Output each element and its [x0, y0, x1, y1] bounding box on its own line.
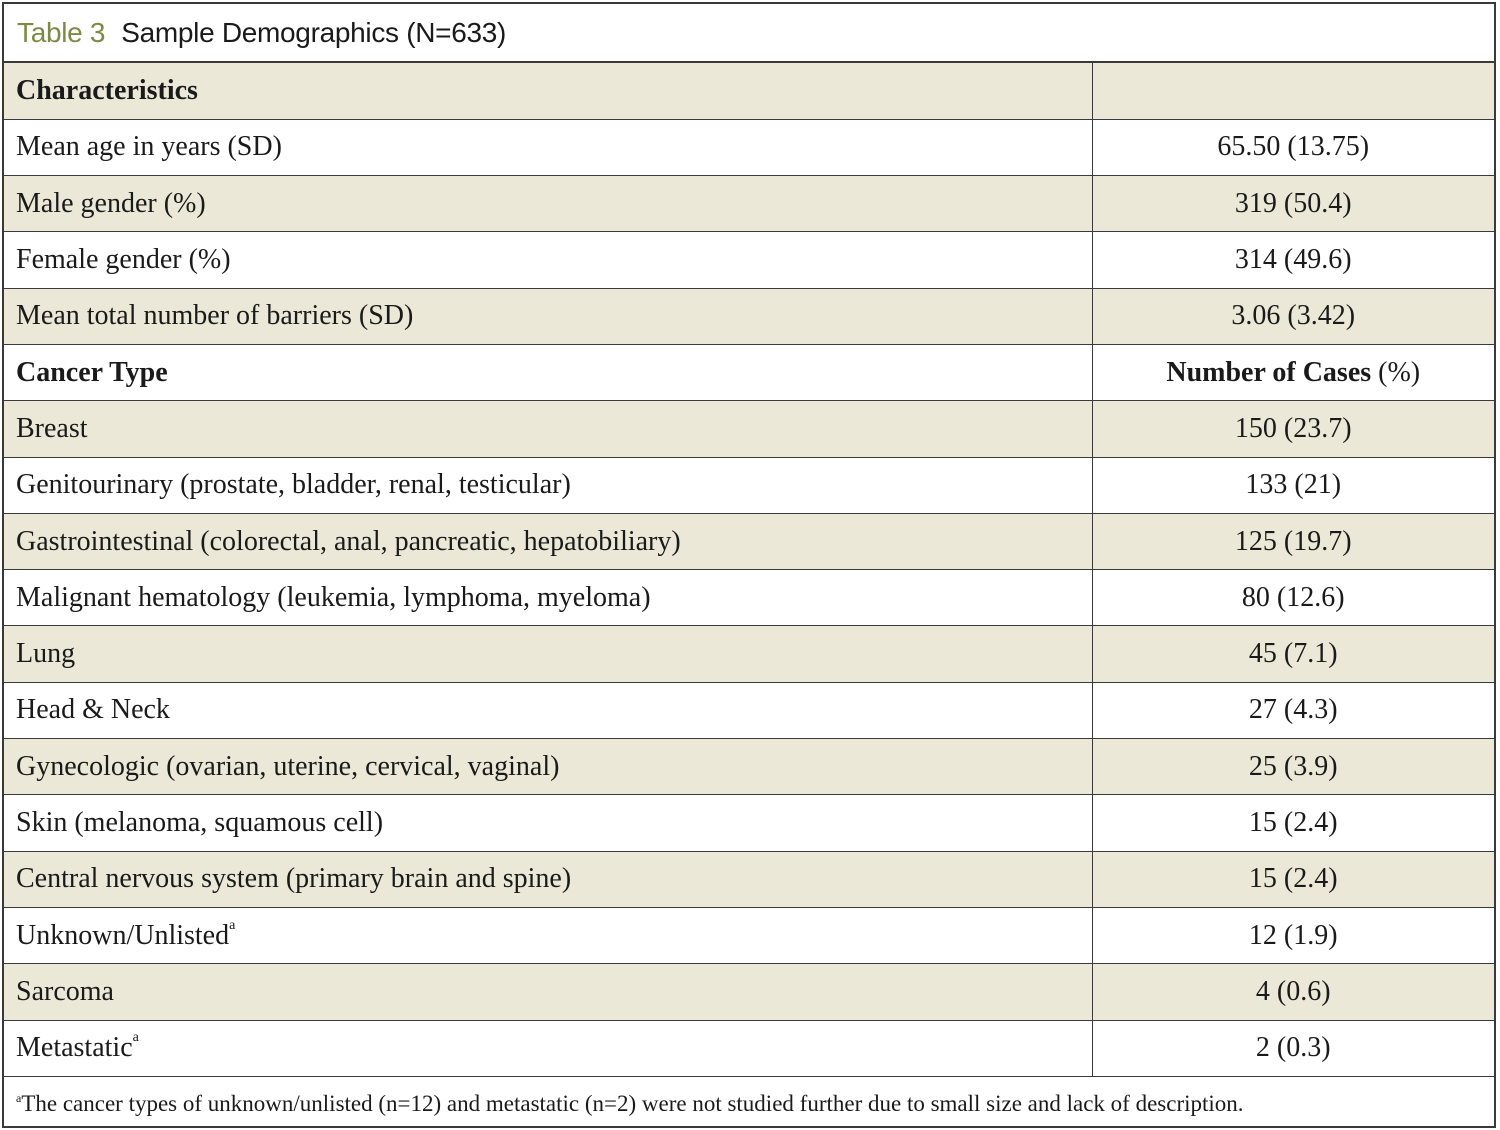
row-value: 12 (1.9)	[1092, 907, 1494, 963]
row-value: 15 (2.4)	[1092, 795, 1494, 851]
row-value: 25 (3.9)	[1092, 739, 1494, 795]
row-label: Malignant hematology (leukemia, lymphoma, myeloma)	[4, 570, 1092, 626]
row-label-text: Metastatic	[16, 1032, 133, 1064]
footnote-marker: a	[229, 917, 236, 933]
row-label: Mean total number of barriers (SD)	[4, 288, 1092, 344]
header-row-characteristics	[4, 63, 1494, 119]
table-caption	[4, 4, 1494, 63]
row-value: 319 (50.4)	[1092, 176, 1494, 232]
table-row	[4, 907, 1494, 963]
header-value-cell	[1092, 63, 1494, 119]
footnote-text: The cancer types of unknown/unlisted (n=12) and metastatic (n=2) were not studied further due to small size and lack of description.	[21, 1090, 1244, 1116]
value-header-unit: (%)	[1378, 356, 1421, 388]
header-cell: Characteristics	[4, 63, 1092, 119]
row-label: Gynecologic (ovarian, uterine, cervical, vaginal)	[4, 739, 1092, 795]
row-value: 125 (19.7)	[1092, 513, 1494, 569]
table-row	[4, 626, 1494, 682]
row-label: Mean age in years (SD)	[4, 119, 1092, 175]
table-row	[4, 570, 1494, 626]
footnote-marker: a	[16, 1090, 22, 1105]
row-label-text: Unknown/Unlisted	[16, 919, 230, 951]
row-value: 15 (2.4)	[1092, 851, 1494, 907]
row-value: 133 (21)	[1092, 457, 1494, 513]
row-value: 4 (0.6)	[1092, 964, 1494, 1020]
row-value: 80 (12.6)	[1092, 570, 1494, 626]
table-row	[4, 851, 1494, 907]
row-label	[4, 1020, 1092, 1076]
table-row	[4, 401, 1494, 457]
row-label: Head & Neck	[4, 682, 1092, 738]
table-row	[4, 288, 1494, 344]
table-row	[4, 795, 1494, 851]
row-label: Central nervous system (primary brain and spine)	[4, 851, 1092, 907]
table-row	[4, 739, 1494, 795]
table-row	[4, 176, 1494, 232]
value-header: Number of Cases	[1166, 356, 1372, 388]
table-number: Table 3	[17, 16, 106, 48]
row-value: 150 (23.7)	[1092, 401, 1494, 457]
footnote-marker: a	[132, 1030, 139, 1046]
row-value: 65.50 (13.75)	[1092, 119, 1494, 175]
row-label: Male gender (%)	[4, 176, 1092, 232]
header-value-cell	[1092, 344, 1494, 400]
table-title: Sample Demographics (N=633)	[121, 16, 507, 48]
table-row	[4, 457, 1494, 513]
table-row	[4, 682, 1494, 738]
table-row	[4, 964, 1494, 1020]
row-label: Skin (melanoma, squamous cell)	[4, 795, 1092, 851]
row-value: 2 (0.3)	[1092, 1020, 1494, 1076]
table-row	[4, 232, 1494, 288]
table-row	[4, 1020, 1494, 1076]
table-row	[4, 513, 1494, 569]
table-row	[4, 119, 1494, 175]
header-cell: Cancer Type	[4, 344, 1092, 400]
row-label: Female gender (%)	[4, 232, 1092, 288]
row-value: 314 (49.6)	[1092, 232, 1494, 288]
row-label	[4, 907, 1092, 963]
row-label: Sarcoma	[4, 964, 1092, 1020]
row-value: 45 (7.1)	[1092, 626, 1494, 682]
row-label: Gastrointestinal (colorectal, anal, pancreatic, hepatobiliary)	[4, 513, 1092, 569]
row-value: 3.06 (3.42)	[1092, 288, 1494, 344]
row-label: Breast	[4, 401, 1092, 457]
row-value: 27 (4.3)	[1092, 682, 1494, 738]
row-label: Lung	[4, 626, 1092, 682]
demographics-table	[4, 63, 1494, 1077]
table-frame	[2, 2, 1496, 1128]
row-label: Genitourinary (prostate, bladder, renal, testicular)	[4, 457, 1092, 513]
header-row-cancer-type	[4, 344, 1494, 400]
table-footnote	[4, 1077, 1494, 1117]
